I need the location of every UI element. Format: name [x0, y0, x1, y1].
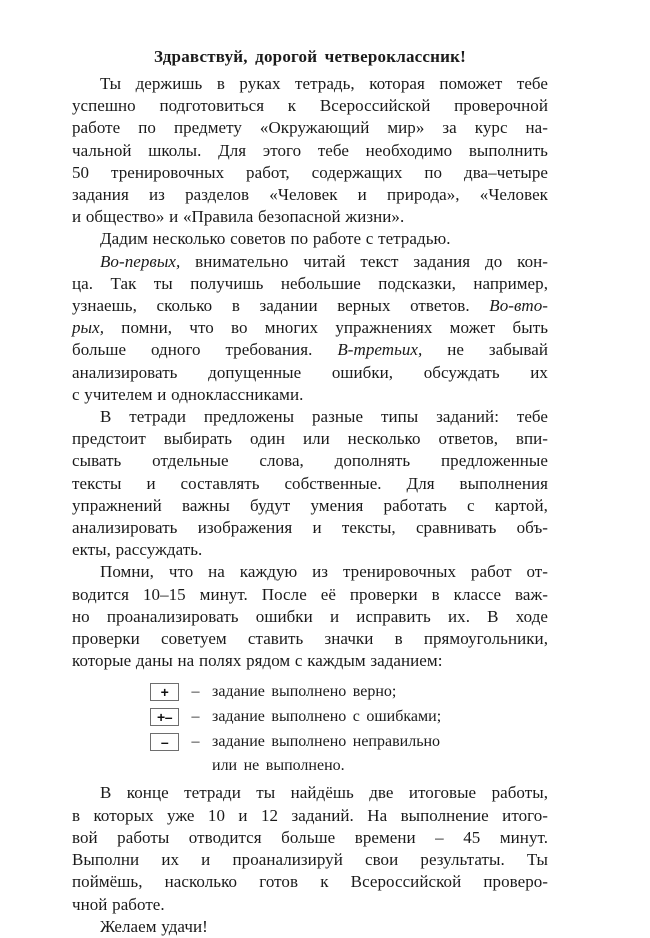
text-line: успешно подготовиться к Всероссийской проверочной [72, 96, 548, 116]
text-line: анализировать допущенные ошибки, обсуждать их [72, 362, 548, 382]
paragraph-advice-list [72, 251, 548, 406]
legend-item-with-errors [72, 704, 548, 729]
text-line: Помни, что на каждую из тренировочных работ от- [100, 562, 548, 582]
paragraph-advice-intro [72, 228, 548, 250]
legend-item-incorrect [72, 729, 548, 754]
text-line: с учителем и одноклассниками. [72, 384, 304, 404]
text-line: Выполни их и проанализируй свои результаты. Ты [72, 850, 548, 870]
legend-label: задание выполнено неправильно [212, 732, 441, 750]
text-line: вой работы отводится больше времени – 45 минут. [72, 827, 548, 847]
text-line: предстоит выбирать один или несколько ответов, впи- [72, 429, 548, 449]
text-line: но проанализировать ошибки и исправить их. В ходе [72, 606, 548, 626]
legend-dash: – [191, 732, 200, 750]
legend-item-incorrect-continuation [72, 754, 548, 778]
text-line: анализировать изображения и тексты, сравнивать объ- [72, 518, 548, 538]
legend-label: задание выполнено с ошибками; [212, 707, 442, 725]
text-line: В тетради предложены разные типы заданий: тебе [100, 407, 548, 427]
text-line: которые даны на полях рядом с каждым заданием: [72, 651, 443, 671]
legend-label: задание выполнено верно; [212, 682, 397, 700]
text-line: В конце тетради ты найдёшь две итоговые работы, [100, 783, 548, 803]
text-line: Желаем удачи! [100, 916, 208, 936]
text-line: водится 10–15 минут. После её проверки в классе важ- [72, 584, 548, 604]
text-run: не забывай [422, 340, 548, 360]
document-page [72, 0, 548, 938]
text-line [72, 251, 548, 273]
text-run: больше одного требования. [72, 340, 338, 360]
emphasis-second: Во-вто- [489, 296, 548, 316]
text-run: узнаешь, сколько в задании верных ответов. [72, 296, 490, 316]
paragraph-intro [72, 73, 548, 228]
text-line: Ты держишь в руках тетрадь, которая поможет тебе [100, 74, 548, 93]
text-line: тексты и составлять собственные. Для выполнения [72, 473, 548, 493]
paragraph-task-types [72, 406, 548, 561]
emphasis-third: В-третьих, [337, 340, 423, 360]
text-line: и общество» и «Правила безопасной жизни». [72, 207, 405, 227]
paragraph-good-luck [72, 916, 548, 938]
text-line: работе по предмету «Окружающий мир» за курс на- [72, 118, 548, 138]
paragraph-final-works [72, 782, 548, 915]
plus-minus-mark-box: +– [150, 708, 179, 726]
emphasis-first: Во-первых, [100, 251, 181, 271]
text-line: упражнений важны будут умения работать с картой, [72, 495, 548, 515]
text-line: задания из разделов «Человек и природа», «Человек [72, 185, 548, 205]
legend-item-correct [72, 679, 548, 704]
text-line: екты, рассуждать. [72, 540, 203, 560]
text-line: 50 тренировочных работ, содержащих по два–четыре [72, 162, 548, 182]
emphasis-second-cont: рых, [72, 318, 105, 338]
minus-mark-box: – [150, 733, 179, 751]
text-line [72, 295, 548, 317]
text-run: помни, что во многих упражнениях может быть [104, 318, 548, 338]
legend-label-continuation: или не выполнено. [212, 757, 345, 775]
legend-dash: – [191, 682, 200, 700]
text-line: чной работе. [72, 894, 165, 914]
legend-dash: – [191, 707, 200, 725]
text-line: в которых уже 10 и 12 заданий. На выполнение итого- [72, 805, 548, 825]
text-line: поймёшь, насколько готов к Всероссийской проверо- [72, 872, 548, 892]
text-line: ца. Так ты получишь небольшие подсказки, например, [72, 273, 548, 293]
paragraph-timing [72, 561, 548, 672]
marking-legend [72, 679, 548, 778]
plus-mark-box: + [150, 683, 179, 701]
text-line [72, 317, 548, 339]
text-run: внимательно читай текст задания до кон- [180, 251, 548, 271]
text-line: Дадим несколько советов по работе с тетрадью. [100, 229, 451, 249]
page-title: Здравствуй, дорогой четвероклассник! [153, 47, 466, 66]
text-line: чальной школы. Для этого тебе необходимо выполнить [72, 140, 548, 160]
text-line: проверки советуем ставить значки в прямоугольники, [72, 629, 548, 649]
text-line [72, 339, 548, 361]
text-line: сывать отдельные слова, дополнять предложенные [72, 451, 548, 471]
